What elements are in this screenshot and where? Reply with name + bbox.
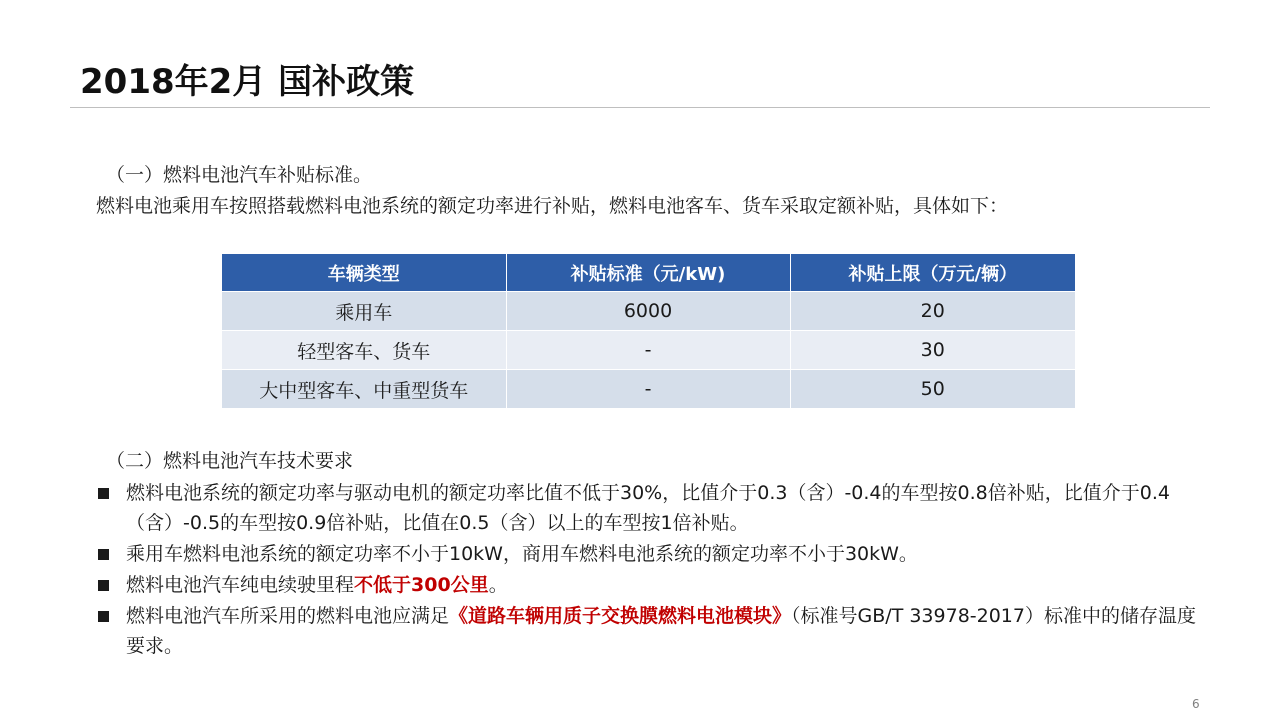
table-header-row bbox=[222, 254, 1075, 292]
cell-subsidy-cap: 50 bbox=[790, 370, 1075, 409]
cell-vehicle-type: 乘用车 bbox=[222, 292, 506, 331]
square-bullet-icon bbox=[98, 580, 109, 591]
slide-title: 2018年2月 国补政策 bbox=[80, 62, 415, 102]
bullet-highlight: 不低于300公里 bbox=[354, 574, 489, 596]
list-item bbox=[96, 478, 1211, 538]
list-item bbox=[96, 570, 1211, 600]
cell-vehicle-type: 大中型客车、中重型货车 bbox=[222, 370, 506, 409]
requirements-list bbox=[96, 478, 1211, 662]
header-vehicle-type: 车辆类型 bbox=[222, 254, 506, 292]
cell-subsidy-standard: 6000 bbox=[506, 292, 790, 331]
bullet-text-post: （标准号GB/T 33978-2017）标准中的储存温度要求。 bbox=[126, 605, 1196, 657]
square-bullet-icon bbox=[98, 488, 109, 499]
bullet-text: 燃料电池系统的额定功率与驱动电机的额定功率比值不低于30%，比值介于0.3（含）-0.4的车型按0.8倍补贴，比值介于0.4（含）-0.5的车型按0.9倍补贴，比值在0.5（含）以上的车型按1倍补贴。 bbox=[126, 482, 1170, 534]
title-divider bbox=[70, 107, 1210, 108]
subsidy-table bbox=[222, 254, 1075, 408]
cell-subsidy-cap: 20 bbox=[790, 292, 1075, 331]
cell-subsidy-standard: - bbox=[506, 331, 790, 370]
section-1-heading: （一）燃料电池汽车补贴标准。 bbox=[106, 164, 373, 186]
square-bullet-icon bbox=[98, 611, 109, 622]
bullet-text-pre: 燃料电池汽车所采用的燃料电池应满足 bbox=[126, 605, 450, 627]
page-number: 6 bbox=[1192, 697, 1200, 711]
bullet-text: 乘用车燃料电池系统的额定功率不小于10kW，商用车燃料电池系统的额定功率不小于30kW。 bbox=[126, 543, 918, 565]
cell-subsidy-cap: 30 bbox=[790, 331, 1075, 370]
list-item bbox=[96, 539, 1211, 569]
table-row bbox=[222, 331, 1075, 370]
list-item bbox=[96, 601, 1211, 661]
bullet-highlight: 《道路车辆用质子交换膜燃料电池模块》 bbox=[449, 605, 792, 627]
header-subsidy-standard: 补贴标准（元/kW) bbox=[506, 254, 790, 292]
bullet-text-pre: 燃料电池汽车纯电续驶里程 bbox=[126, 574, 355, 596]
cell-vehicle-type: 轻型客车、货车 bbox=[222, 331, 506, 370]
cell-subsidy-standard: - bbox=[506, 370, 790, 409]
table-row bbox=[222, 370, 1075, 409]
square-bullet-icon bbox=[98, 549, 109, 560]
section-1-intro: 燃料电池乘用车按照搭载燃料电池系统的额定功率进行补贴，燃料电池客车、货车采取定额补贴，具体如下： bbox=[96, 195, 1009, 217]
header-subsidy-cap: 补贴上限（万元/辆） bbox=[790, 254, 1075, 292]
table-row bbox=[222, 292, 1075, 331]
bullet-text-post: 。 bbox=[488, 574, 508, 596]
section-2-heading: （二）燃料电池汽车技术要求 bbox=[106, 450, 354, 472]
